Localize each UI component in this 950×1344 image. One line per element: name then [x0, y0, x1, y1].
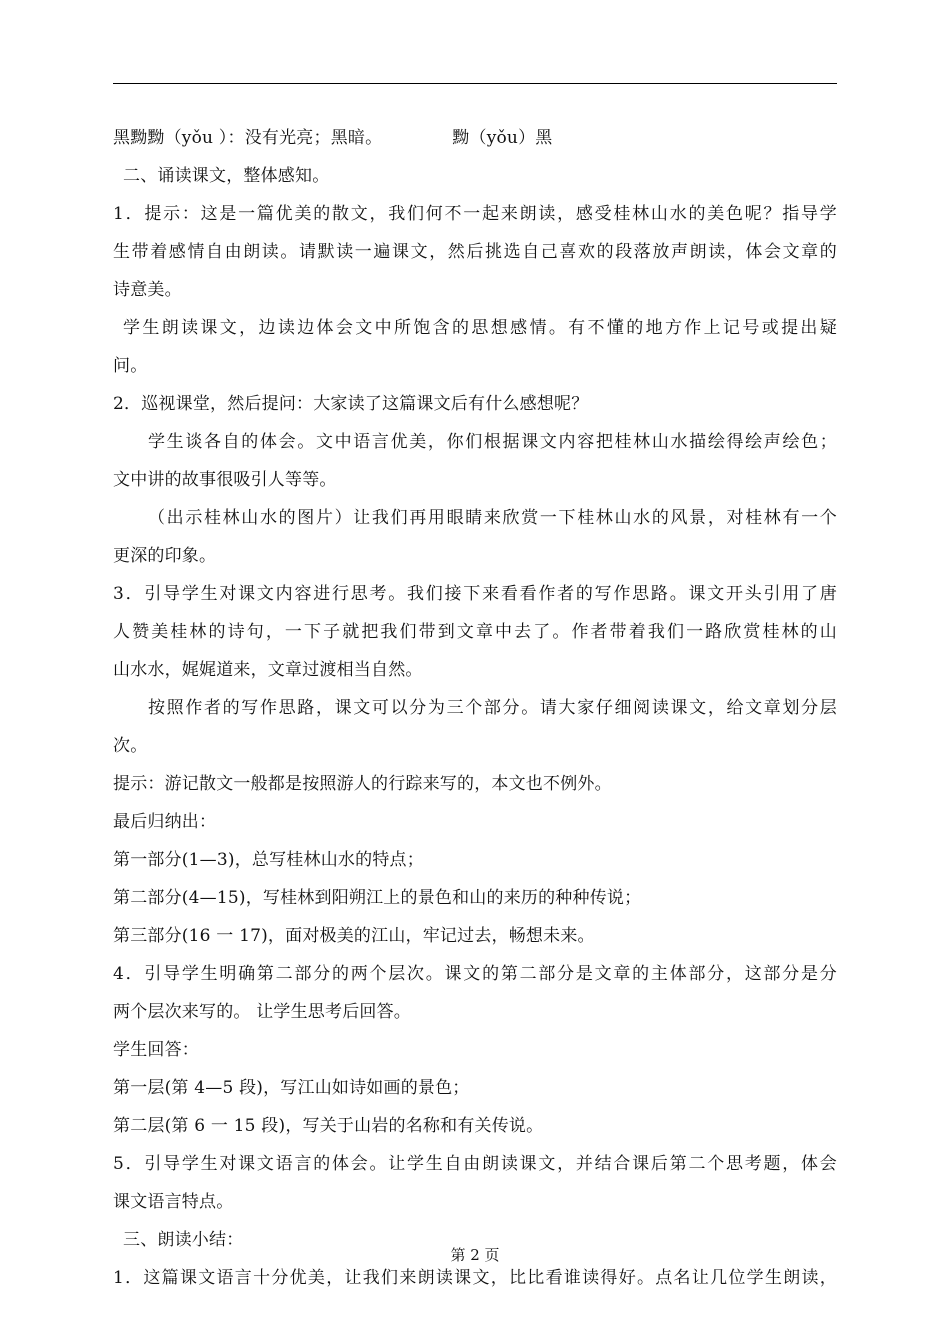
text-line: [113, 120, 552, 156]
vocab-entry: 黑黝黝（yǒu ）：没有光亮；黑暗。: [113, 128, 383, 148]
text-line: 第三部分(16 一 17)，面对极美的江山，牢记过去，畅想未来。: [113, 926, 595, 946]
text-line: 提示：游记散文一般都是按照游人的行踪来写的，本文也不例外。: [113, 774, 612, 794]
vocab-entry: 黝（yǒu）黑: [452, 128, 553, 148]
text-line: 1．提示：这是一篇优美的散文，我们何不一起来朗读，感受桂林山水的美色呢？指导学: [113, 204, 837, 224]
text-line: 次。: [113, 736, 148, 756]
header-rule: [113, 83, 837, 84]
text-line: 山水水，娓娓道来，文章过渡相当自然。: [113, 660, 423, 680]
text-line: 3．引导学生对课文内容进行思考。我们接下来看看作者的写作思路。课文开头引用了唐: [113, 584, 837, 604]
text-line: 两个层次来写的。 让学生思考后回答。: [113, 1002, 412, 1022]
text-line: 5．引导学生对课文语言的体会。让学生自由朗读课文，并结合课后第二个思考题，体会: [113, 1154, 837, 1174]
text-line: 4．引导学生明确第二部分的两个层次。课文的第二部分是文章的主体部分，这部分是分: [113, 964, 837, 984]
text-line: 文中讲的故事很吸引人等等。: [113, 470, 337, 490]
text-line: 诗意美。: [113, 280, 182, 300]
text-line: 第二层(第 6 一 15 段)，写关于山岩的名称和有关传说。: [113, 1116, 544, 1136]
text-line: 2．巡视课堂，然后提问：大家读了这篇课文后有什么感想呢？: [113, 394, 589, 414]
text-line: 生带着感情自由朗读。请默读一遍课文，然后挑选自己喜欢的段落放声朗读，体会文章的: [113, 242, 837, 262]
text-line: 学生回答：: [113, 1040, 199, 1060]
section-heading: 二、诵读课文，整体感知。: [123, 166, 330, 186]
text-line: 第一层(第 4—5 段)，写江山如诗如画的景色；: [113, 1078, 470, 1098]
text-line: 学生谈各自的体会。文中语言优美，你们根据课文内容把桂林山水描绘得绘声绘色；: [148, 432, 837, 452]
text-line: 课文语言特点。: [113, 1192, 234, 1212]
text-line: 学生朗读课文，边读边体会文中所饱含的思想感情。有不懂的地方作上记号或提出疑: [123, 318, 837, 338]
page-number: 第 2 页: [450, 1246, 500, 1264]
text-line: 按照作者的写作思路，课文可以分为三个部分。请大家仔细阅读课文，给文章划分层: [148, 698, 837, 718]
text-line: 更深的印象。: [113, 546, 217, 566]
text-line: 1．这篇课文语言十分优美，让我们来朗读课文，比比看谁读得好。点名让几位学生朗读，: [113, 1268, 837, 1288]
text-line: 最后归纳出：: [113, 812, 217, 832]
text-line: 人赞美桂林的诗句，一下子就把我们带到文章中去了。作者带着我们一路欣赏桂林的山: [113, 622, 837, 642]
text-line: 第二部分(4—15)，写桂林到阳朔江上的景色和山的来历的种种传说；: [113, 888, 642, 908]
section-heading: 三、朗读小结：: [123, 1230, 244, 1250]
text-line: 问。: [113, 356, 148, 376]
text-line: 第一部分(1—3)，总写桂林山水的特点；: [113, 850, 424, 870]
text-line: （出示桂林山水的图片）让我们再用眼睛来欣赏一下桂林山水的风景，对桂林有一个: [148, 508, 837, 528]
